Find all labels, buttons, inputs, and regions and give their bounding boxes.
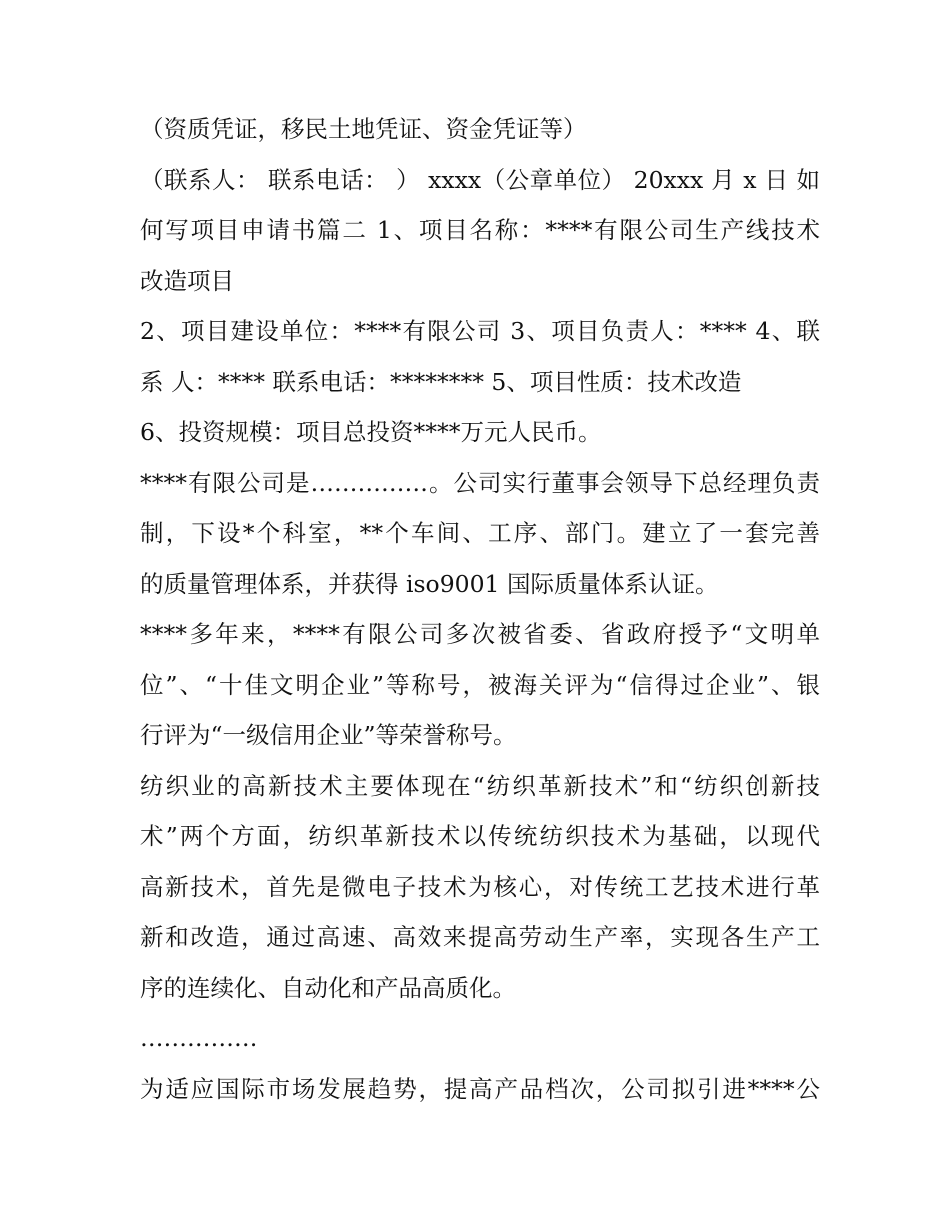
text-line-project-name-cont: 改造项目 bbox=[140, 266, 234, 295]
text-line-construction-unit: 2、项目建设单位：****有限公司 3、项目负责人：**** 4、联 bbox=[140, 317, 820, 345]
text-line-market-trend: 为适应国际市场发展趋势，提高产品档次，公司拟引进****公 bbox=[140, 1074, 820, 1103]
text-line-honors: ****多年来，****有限公司多次被省委、省政府授予“文明单 bbox=[140, 620, 820, 648]
text-line-company-intro: ****有限公司是……………。公司实行董事会领导下总经理负责 bbox=[140, 468, 820, 497]
document-body bbox=[140, 104, 820, 1114]
text-line-honors-end: 行评为“一级信用企业”等荣誉称号。 bbox=[140, 721, 517, 749]
text-line-honors-cont: 位”、“十佳文明企业”等称号，被海关评为“信得过企业”、银 bbox=[140, 670, 820, 699]
text-line-company-structure: 制，下设*个科室，**个车间、工序、部门。建立了一套完善 bbox=[140, 519, 820, 547]
text-line-textile-tech-2: 术”两个方面，纺织革新技术以传统纺织技术为基础，以现代 bbox=[140, 822, 820, 850]
text-line-textile-tech-4: 新和改造，通过高速、高效来提高劳动生产率，实现各生产工 bbox=[140, 923, 820, 951]
text-line-project-name: 何写项目申请书篇二 1、项目名称：****有限公司生产线技术 bbox=[140, 216, 820, 244]
text-line-contact-person: 系 人：**** 联系电话：******** 5、项目性质：技术改造 bbox=[140, 367, 742, 396]
text-line-quality-system: 的质量管理体系，并获得 iso9001 国际质量体系认证。 bbox=[140, 569, 719, 598]
text-line-textile-tech-3: 高新技术，首先是微电子技术为核心，对传统工艺技术进行革 bbox=[140, 872, 820, 901]
text-line-qualification: （资质凭证，移民土地凭证、资金凭证等） bbox=[140, 115, 587, 143]
text-line-investment: 6、投资规模：项目总投资****万元人民币。 bbox=[140, 418, 602, 446]
text-line-textile-tech-end: 序的连续化、自动化和产品高质化。 bbox=[140, 973, 516, 1002]
text-line-contact: （联系人： 联系电话： ） xxxx（公章单位） 20xxx 月 x 日 如 bbox=[140, 165, 820, 194]
text-line-ellipsis: …………… bbox=[140, 1024, 258, 1052]
text-line-textile-tech: 纺织业的高新技术主要体现在“纺织革新技术”和“纺织创新技 bbox=[140, 771, 820, 800]
